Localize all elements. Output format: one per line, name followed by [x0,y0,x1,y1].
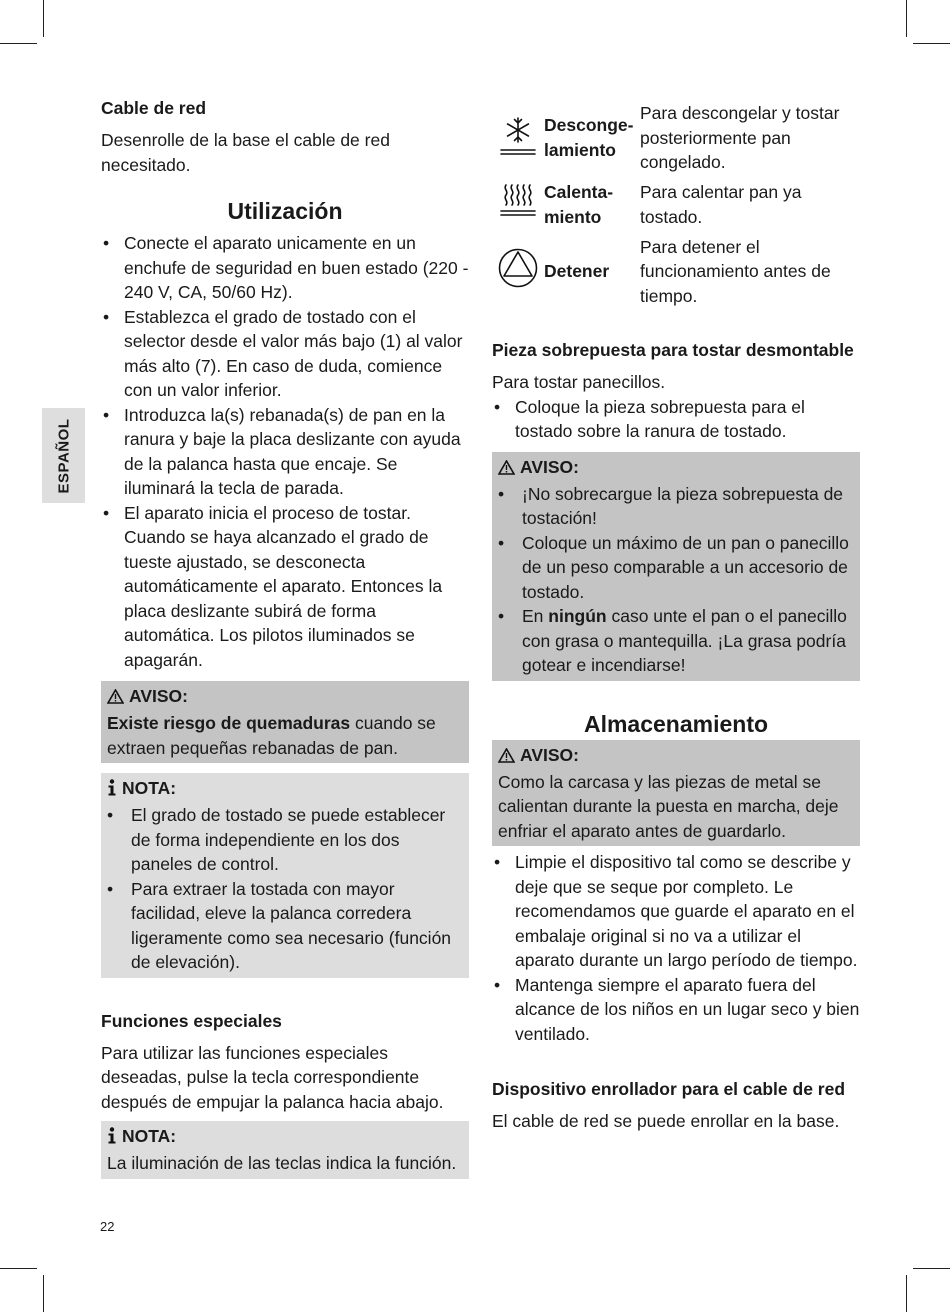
info-icon [107,1125,117,1151]
note-title: NOTA: [122,1126,177,1146]
storage-title: Almacenamiento [583,710,769,737]
list-item: • Establezca el grado de tostado con el selector desde el valor más bajo (1) al valor más alto (7). En caso de duda, comience con un valor inferior. [101,305,469,403]
cable-text: Desenrolle de la base el cable de red necesitado. [101,130,390,175]
note-box-2 [101,1121,469,1179]
list-item-text: En [522,606,549,626]
left-column [101,95,469,1179]
warning-rest-text: cuando se extraen pequeñas rebanadas de pan. [107,713,436,758]
warning-bold-text: Existe riesgo de quemaduras [107,713,351,733]
note-title: NOTA: [122,778,177,798]
list-item: • Coloque un máximo de un pan o panecillo de un peso comparable a un accesorio de tostado. [498,531,854,605]
crop-mark [43,0,44,37]
page-number: 22 [100,1219,115,1234]
crop-mark [913,1268,950,1269]
warning-title: AVISO: [129,686,188,706]
attachment-title: Pieza sobrepuesta para tostar desmontable [492,340,854,360]
list-item: • Coloque la pieza sobrepuesta para el tostado sobre la ranura de tostado. [492,395,860,444]
warning-icon [107,685,124,711]
right-column [492,101,860,1134]
use-list [101,231,469,672]
function-desc: Para calentar pan ya tostado. [640,182,802,227]
list-item: • El aparato inicia el proceso de tostar. Cuando se haya alcanzado el grado de tueste ajustado, se desconecta automáticamente el aparato. Entonces la placa deslizante subirá de forma automática. Los pilotos iluminados se apagarán. [101,501,469,673]
storage-warning-box [492,740,860,847]
crop-mark [0,43,37,44]
warning-text [107,711,463,760]
storage-list [492,850,860,1046]
crop-mark [913,43,950,44]
warning-text: Como la carcasa y las piezas de metal se calientan durante la puesta en marcha, deje enfriar el aparato antes de guardarlo. [498,771,839,841]
warning-icon [498,744,515,770]
warning-heading [498,454,854,482]
function-desc: Para detener el funcionamiento antes de tiempo. [640,236,831,306]
list-item: • Introduzca la(s) rebanada(s) de pan en la ranura y baje la placa deslizante con ayuda de la palanca hasta que encaje. Se iluminará la tecla de parada. [101,403,469,501]
function-desc: Para descongelar y tostar posteriormente pan congelado. [640,103,840,172]
use-title: Utilización [227,198,343,224]
cable-title: Cable de red [101,98,207,118]
list-item: • El grado de tostado se puede establecer de forma independiente en los dos paneles de control. [107,803,463,877]
table-row [492,235,860,309]
function-table [492,101,860,308]
cord-reel-title: Dispositivo enrollador para el cable de red [492,1079,846,1099]
special-functions-text: Para utilizar las funciones especiales deseadas, pulse la tecla correspondiente después de empujar la palanca hacia abajo. [101,1042,444,1112]
crop-mark [906,0,907,37]
warning-heading [107,683,463,711]
table-row [492,175,860,235]
list-item: • Limpie el dispositivo tal como se describe y deje que se seque por completo. Le recomendamos que guarde el aparato en el embalaje original si no va a utilizar el aparato durante un largo período de tiempo. [492,850,860,973]
language-tab [42,408,85,503]
defrost-snowflake-icon [498,141,538,161]
cord-reel-text: El cable de red se puede enrollar en la base. [492,1111,840,1131]
crop-mark [0,1268,37,1269]
note-box [101,773,469,978]
crop-mark [43,1275,44,1312]
warning-title: AVISO: [520,744,579,765]
list-item-text: caso unte el pan o el panecillo con grasa o mantequilla. ¡La grasa podría gotear e incendiarse! [522,606,847,675]
list-item: • Para extraer la tostada con mayor facilidad, eleve la palanca corredera ligeramente como sea necesario (función de elevación). [107,877,463,975]
crop-mark [906,1275,907,1312]
language-tab-label: ESPAÑOL [55,418,72,493]
list-item: • ¡No sobrecargue la pieza sobrepuesta de tostación! [498,482,854,531]
note-list [107,803,463,975]
note-text: La iluminación de las teclas indica la función. [107,1153,457,1173]
attachment-text: Para tostar panecillos. [492,372,666,392]
list-item: • Conecte el aparato unicamente en un enchufe de seguridad en buen estado (220 - 240 V, CA, 50/60 Hz). [101,231,469,305]
list-item-bold: ningún [548,606,607,626]
reheat-waves-icon [498,205,538,225]
function-name: Detener [544,261,610,281]
function-name: Calenta- miento [544,182,614,227]
attachment-warning-box [492,452,860,681]
list-item: • Mantenga siempre el aparato fuera del alcance de los niños en un lugar seco y bien ventilado. [492,973,860,1047]
warning-icon [498,456,515,482]
warning-heading [498,742,854,770]
list-item [498,604,854,678]
function-name: Desconge- lamiento [544,115,634,160]
special-functions-title: Funciones especiales [101,1010,282,1031]
attachment-list [492,395,860,444]
info-icon [107,777,117,803]
burn-warning-box [101,681,469,763]
note-heading [107,1123,463,1151]
warning-list [498,482,854,678]
note-heading [107,775,463,803]
table-row [492,101,860,175]
warning-title: AVISO: [520,456,579,477]
stop-triangle-icon [497,273,539,293]
